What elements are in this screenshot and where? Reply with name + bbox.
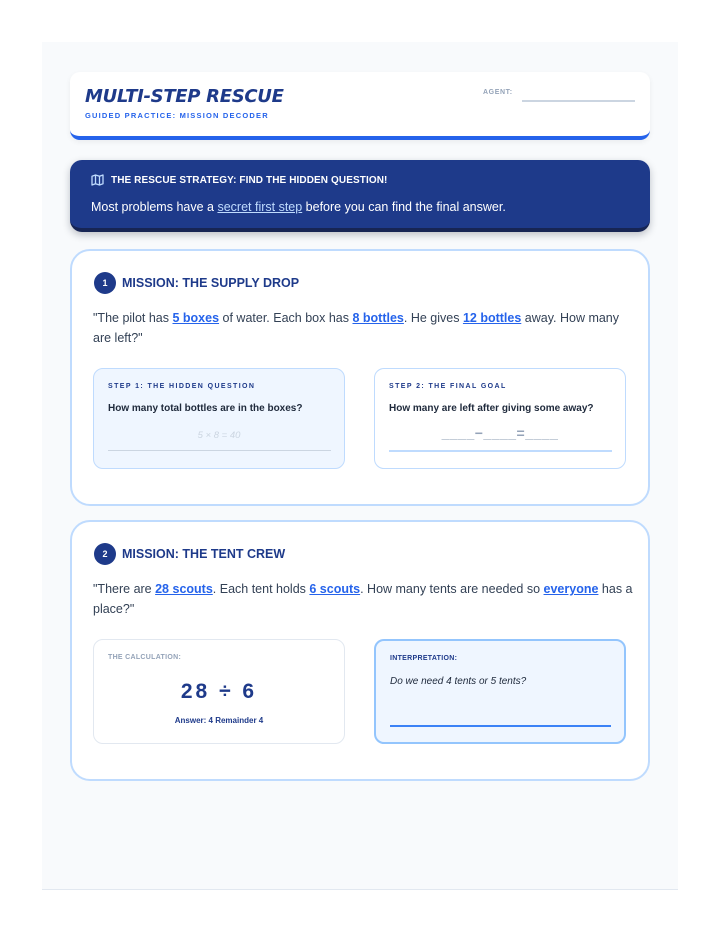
step1-label: STEP 1: THE HIDDEN QUESTION <box>108 383 256 390</box>
problem-keyword: 8 bottles <box>352 311 404 325</box>
problem-text: . Each tent holds <box>212 582 310 596</box>
step1-answer-line[interactable] <box>108 450 331 451</box>
problem-text: away. How many are left?" <box>93 311 620 345</box>
strategy-heading-row <box>91 174 387 186</box>
interpretation-box <box>374 639 626 744</box>
calculation-expression: 28 ÷ 6 <box>180 680 258 703</box>
mission-number-badge: 2 <box>94 543 116 565</box>
map-icon <box>91 174 104 186</box>
problem-text: of water. Each box has <box>219 311 353 325</box>
step2-box <box>374 368 626 469</box>
problem-keyword: 5 boxes <box>172 311 220 325</box>
problem-keyword: 6 scouts <box>309 582 361 596</box>
page-title: MULTI-STEP RESCUE <box>85 86 284 107</box>
mission-problem-text <box>93 308 633 348</box>
problem-keyword: 12 bottles <box>462 311 522 325</box>
mission-title: MISSION: THE TENT CREW <box>122 547 286 561</box>
step1-hint: 5 × 8 = 40 <box>197 430 241 441</box>
mission-title: MISSION: THE SUPPLY DROP <box>122 276 300 290</box>
strategy-text-start: Most problems have a <box>91 200 218 214</box>
strategy-heading: THE RESCUE STRATEGY: FIND THE HIDDEN QUESTION! <box>111 174 388 186</box>
step2-answer-line[interactable] <box>389 450 612 452</box>
mission-card-tent-crew <box>70 520 650 781</box>
problem-keyword: everyone <box>543 582 599 596</box>
problem-text: has a place?" <box>93 582 633 616</box>
agent-name-line[interactable] <box>522 100 635 102</box>
calculation-label: THE CALCULATION: <box>108 654 182 661</box>
page-subtitle: GUIDED PRACTICE: MISSION DECODER <box>85 111 269 120</box>
problem-text: "There are <box>93 582 156 596</box>
strategy-text-end: before you can find the final answer. <box>302 200 506 214</box>
problem-keyword: 28 scouts <box>155 582 213 596</box>
strategy-text <box>91 200 506 214</box>
mission-number-badge: 1 <box>94 272 116 294</box>
agent-label: AGENT: <box>483 89 513 96</box>
mission-card-supply-drop <box>70 249 650 506</box>
problem-text: . He gives <box>403 311 463 325</box>
strategy-highlight: secret first step <box>217 200 303 214</box>
step2-question: How many are left after giving some away? <box>389 403 594 414</box>
interpretation-answer-line[interactable] <box>390 725 611 727</box>
mission-problem-text <box>93 579 633 619</box>
calculation-answer: Answer: 4 Remainder 4 <box>174 716 264 725</box>
interpretation-question: Do we need 4 tents or 5 tents? <box>390 676 527 687</box>
strategy-banner <box>70 160 650 232</box>
interpretation-label: INTERPRETATION: <box>390 655 458 662</box>
step2-equation-blanks[interactable]: ____−____=____ <box>441 425 559 441</box>
step1-question: How many total bottles are in the boxes? <box>108 403 303 414</box>
worksheet-header <box>70 72 650 140</box>
calculation-box <box>93 639 345 744</box>
problem-text: . How many tents are needed so <box>360 582 544 596</box>
step2-label: STEP 2: THE FINAL GOAL <box>389 383 507 390</box>
problem-text: "The pilot has <box>93 311 173 325</box>
step1-box <box>93 368 345 469</box>
worksheet-page <box>42 42 678 890</box>
